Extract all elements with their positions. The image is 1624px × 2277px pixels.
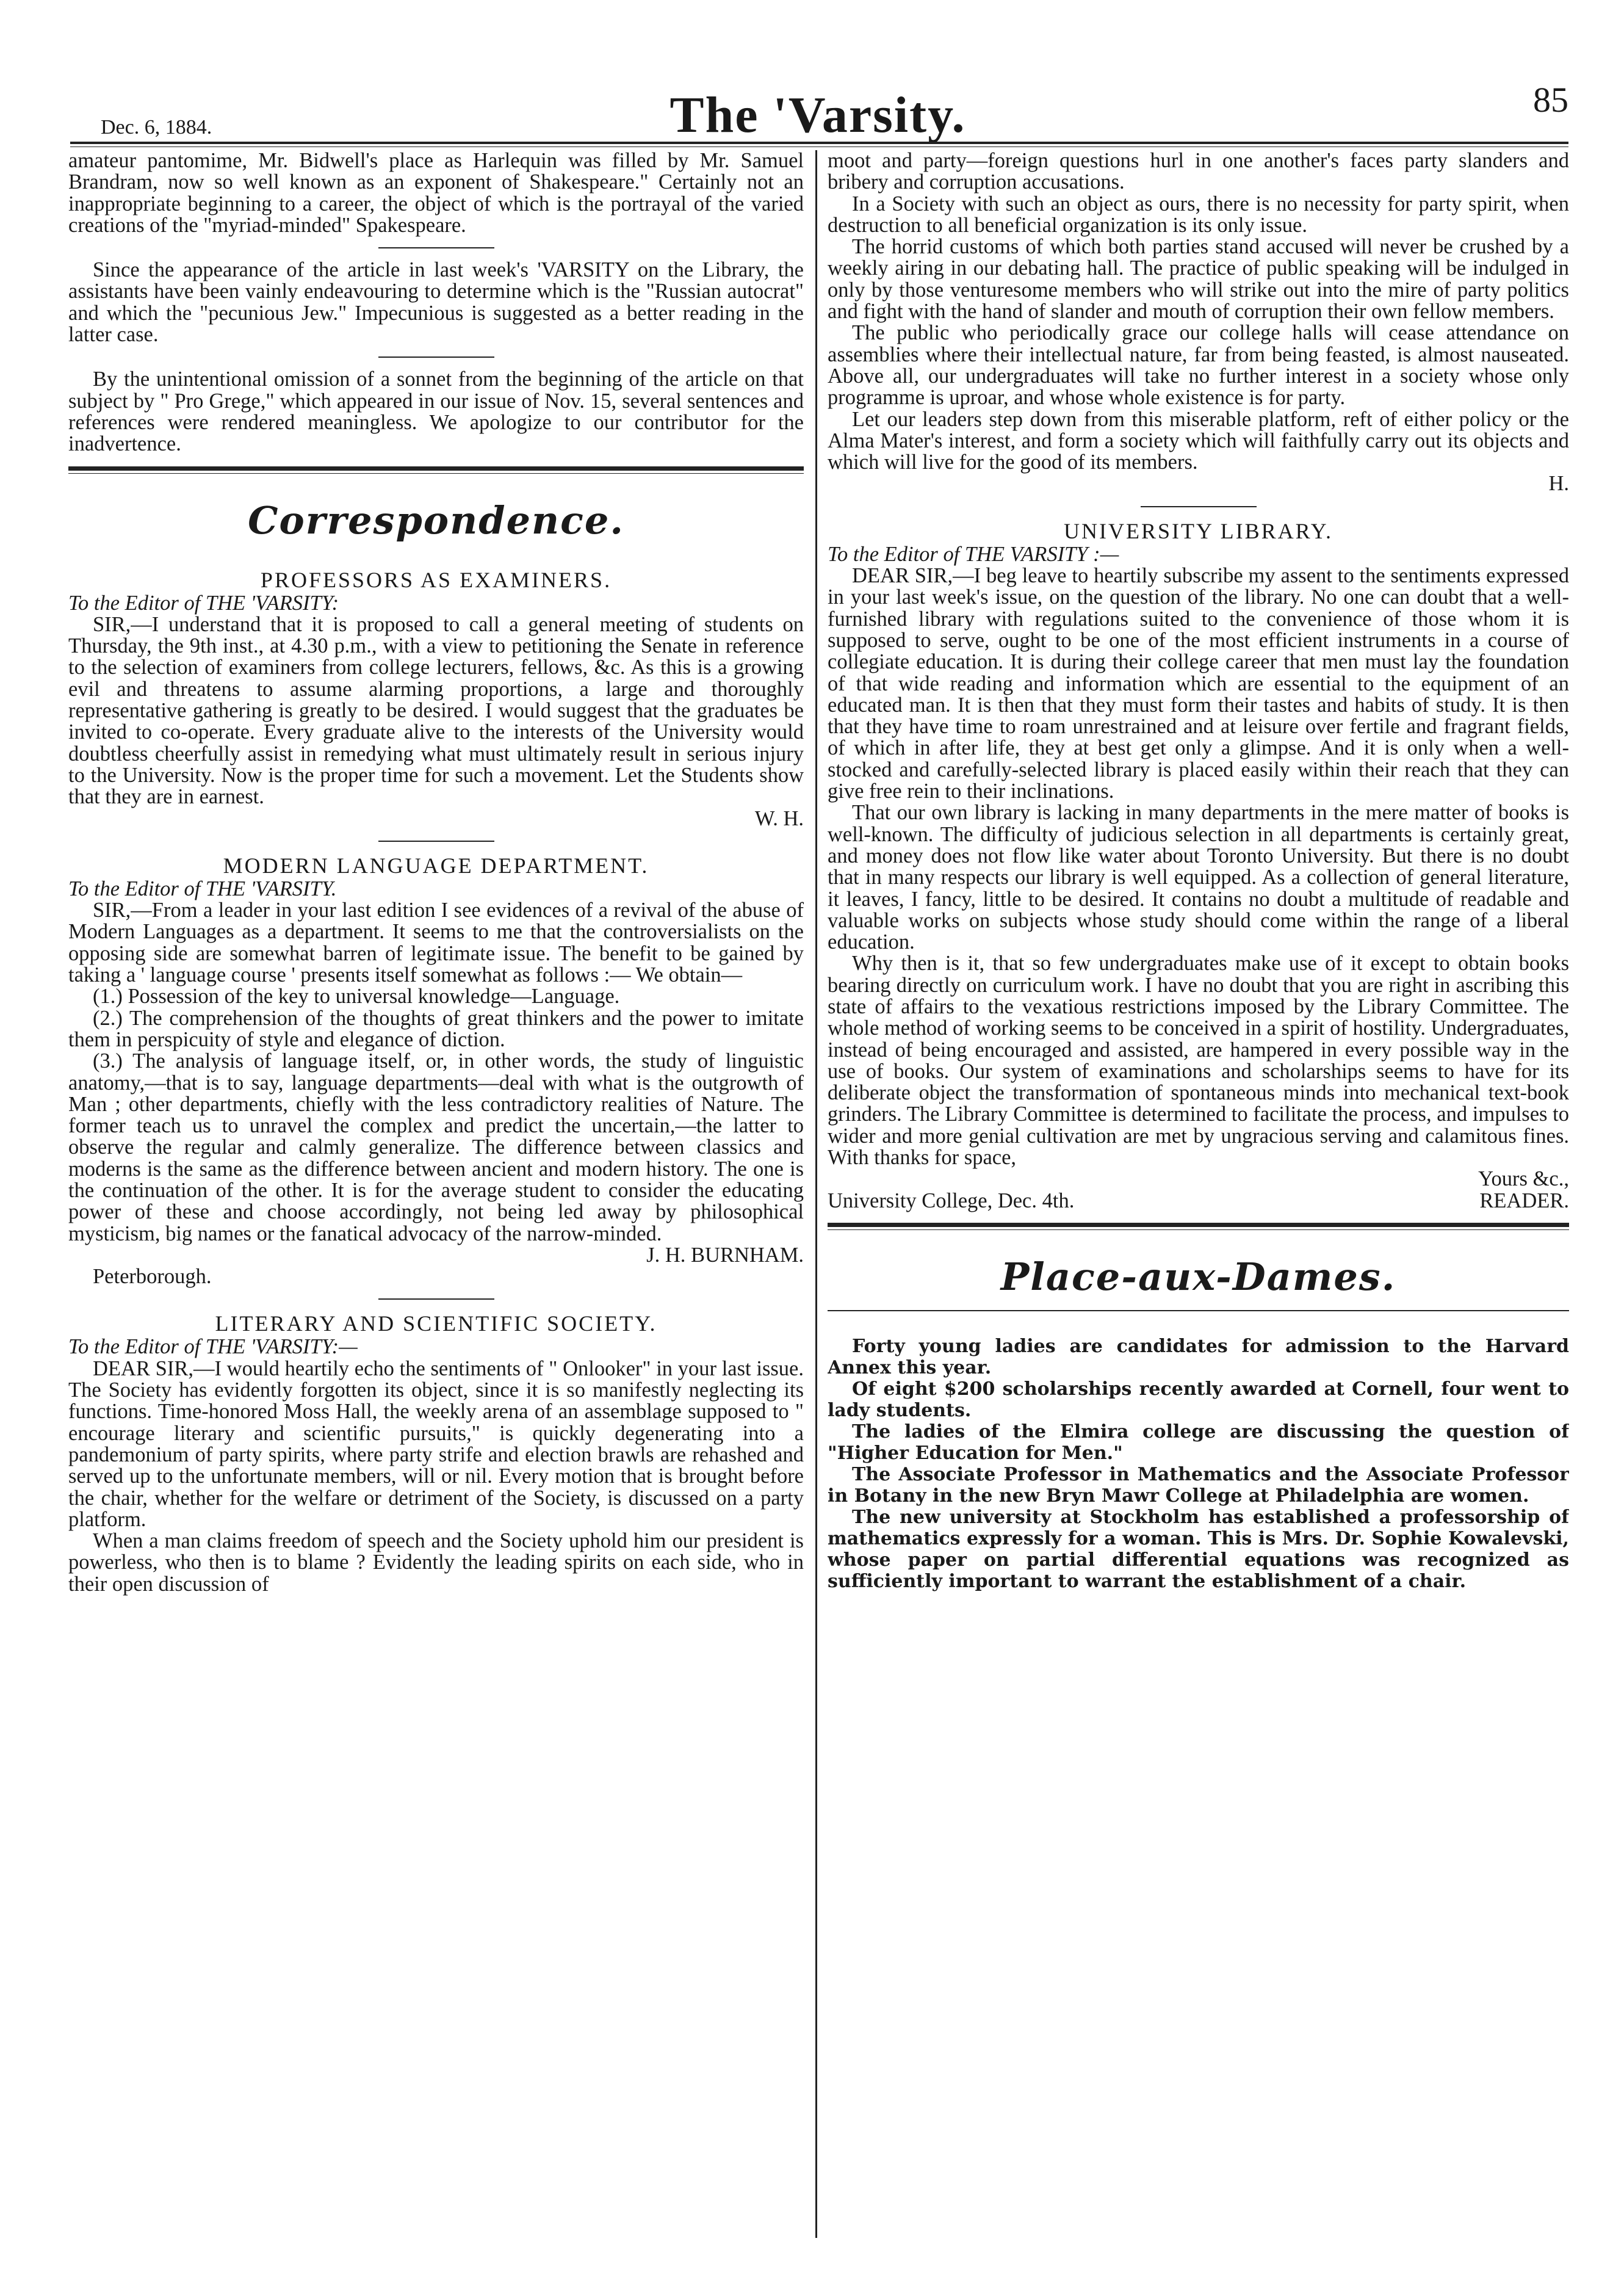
letter-signature: W. H.: [754, 806, 804, 830]
continued-signature: H.: [1548, 472, 1569, 496]
news-note: Of eight $200 scholarships recently awarded at Cornell, four went to lady students.: [828, 1378, 1569, 1421]
news-note: The ladies of the Elmira college are discussing the question of "Higher Education for Men.": [828, 1421, 1569, 1464]
letter-place: Peterborough.: [93, 1265, 212, 1289]
letter-modern-language-department: [68, 853, 804, 1288]
letter-title: LITERARY AND SCIENTIFIC SOCIETY.: [215, 1311, 657, 1336]
letter-footer: [828, 1190, 1569, 1212]
letter-place-date: University College, Dec. 4th.: [828, 1189, 1075, 1212]
letter-title: MODERN LANGUAGE DEPARTMENT.: [223, 853, 649, 878]
newspaper-title: The 'Varsity.: [669, 87, 966, 143]
place-aux-dames-heading: Place-aux-Dames.: [1000, 1254, 1396, 1299]
section-rule: [68, 466, 804, 474]
letter-literary-and-scientific-society: [68, 1311, 804, 1595]
letter-title: PROFESSORS AS EXAMINERS.: [260, 567, 612, 592]
news-note: The Associate Professor in Mathematics and the Associate Professor in Botany in the new Bryn Mawr College at Philadelphia are women.: [828, 1463, 1569, 1507]
letter-paragraph: SIR,—I understand that it is proposed to call a general meeting of students on Thursday, the 9th inst., at 4.30 p.m., with a view to petitioning the Senate in reference to the selection of examiners from college lecturers, fellows, &c. As this is a growing evil and threatens to assume alarming proportions, a large and thoroughly representative gathering is greatly to be desired. I would suggest that the graduates be invited to co-operate. Every graduate alive to the interests of the University would doubtless cheerfully assist in remedying what must ultimately result in serious injury to the University. Now is the proper time for such a movement. Let the Students show that they are in earnest.: [68, 612, 804, 809]
page-number: 85: [1533, 80, 1568, 120]
intro-paragraph: Since the appearance of the article in last week's 'VARSITY on the Library, the assistants have been vainly endeavouring to determine which is the "Russian autocrat" and which the "pecunious Jew." Impecunious is suggested as a better reading in the latter case.: [68, 258, 804, 347]
letter-paragraph: SIR,—From a leader in your last edition I see evidences of a revival of the abuse of Modern Languages as a department. It seems to me that the controversialists on the opposing side are somewhat barren of legitimate issue. The benefit to be gained by taking a ' language course ' presents itself somewhat as follows :— We obtain—: [68, 899, 804, 987]
letter-closing: Yours &c.,: [1478, 1167, 1569, 1191]
right-column: [828, 150, 1569, 2250]
masthead: [67, 67, 1568, 143]
news-note: Forty young ladies are candidates for admission to the Harvard Annex this year.: [828, 1335, 1569, 1378]
letter-university-library: [828, 518, 1569, 1212]
intro-paragraph: amateur pantomime, Mr. Bidwell's place as Harlequin was filled by Mr. Samuel Brandram, now so well known as an exponent of Shakespeare." Certainly not an inappropriate beginning to a career, the object of which is the portrayal of the varied creations of the "myriad-minded" Spakespeare.: [68, 150, 804, 237]
letter-salutation: To the Editor of THE 'VARSITY:: [68, 591, 339, 615]
letter-paragraph: When a man claims freedom of speech and the Society uphold him our president is powerless, who then is to blame ? Evidently the leading spirits on each side, who in their open discussion of: [68, 1529, 804, 1596]
issue-date: Dec. 6, 1884.: [101, 116, 212, 139]
continued-paragraph: The horrid customs of which both parties stand accused will never be crushed by a weekly airing in our debating hall. The practice of public speaking will be indulged in only by those venturesome members who will strike out into the mire of party politics and fight with the hand of slander and mouth of corruption their own fellow members.: [828, 235, 1569, 324]
section-rule: [828, 1223, 1569, 1230]
letter-title: UNIVERSITY LIBRARY.: [1063, 518, 1333, 543]
letter-salutation: To the Editor of THE VARSITY :—: [828, 542, 1119, 566]
masthead-rule: [70, 142, 1568, 144]
letter-salutation: To the Editor of THE 'VARSITY:—: [68, 1335, 358, 1359]
letter-paragraph: (3.) The analysis of language itself, or, in other words, the study of linguistic anatomy,—that is to say, language departments—deal with what is the outgrowth of Man ; other departments, chiefly with the less contradictory realities of Nature. The former teach us to unravel the complex and predict the uncertain,—the latter to observe the regular and calmly generalize. The difference between classics and moderns is the same as the difference between ancient and modern history. The one is the continuation of the other. It is for the average student to consider the educating power of these and choose accordingly, not being led away by philosophical mysticism, big names or the fanatical advocacy of the narrow-minded.: [68, 1049, 804, 1245]
letter-signature: READER.: [1479, 1189, 1569, 1212]
place-aux-dames-notes: [828, 1336, 1569, 1592]
letter-paragraph: (1.) Possession of the key to universal knowledge—Language.: [93, 985, 620, 1008]
correspondence-heading: Correspondence.: [248, 498, 624, 543]
column-divider: [815, 150, 817, 2238]
letter-paragraph: DEAR SIR,—I beg leave to heartily subscribe my assent to the sentiments expressed in your last week's issue, on the question of the library. No one can doubt that a well-furnished library with regulations suited to the convenience of those whom it is supposed to serve, ought to be one of the most efficient instruments in a course of collegiate education. It is during their college career that men must lay the foundation of that wide reading and information which are essential to the equipment of an educated man. It is then that they must form their tastes and habits of study. It is then that they have time to roam unrestrained and at leisure over fertile and fragrant fields, of which in after life, they at best get only a glimpse. And it is only when a well-stocked and carefully-selected library is placed easily within their reach that they can give free rein to their inclinations.: [828, 564, 1569, 803]
letter-professors-as-examiners: [68, 567, 804, 830]
continued-paragraph: Let our leaders step down from this miserable platform, reft of either policy or the Alma Mater's interest, and form a society which will faithfully carry out its objects and which will live for the good of its members.: [828, 407, 1569, 474]
letter-salutation: To the Editor of THE 'VARSITY.: [68, 877, 337, 900]
continued-paragraph: moot and party—foreign questions hurl in one another's faces party slanders and bribery and corruption accusations.: [828, 150, 1569, 194]
letter-paragraph: Why then is it, that so few undergraduates make use of it except to obtain books bearing directly on curriculum work. I have no doubt that you are right in ascribing this state of affairs to the vexatious restrictions imposed by the Library Committee. The whole method of working seems to be conceived in a spirit of hostility. Undergraduates, instead of being encouraged and assisted, are hampered in every possible way in the use of books. Our system of examinations and scholarships seems to have for its deliberate object the transformation of spontaneous minds into mechanical text-book grinders. The Library Committee is determined to facilitate the process, and impulses to wider and more genial cultivation are met by ungracious serving and calamitous fines. With thanks for space,: [828, 952, 1569, 1170]
left-column: [68, 150, 804, 2250]
continued-paragraph: The public who periodically grace our college halls will cease attendance on assemblies where their intellectual nature, far from being feasted, is almost nauseated. Above all, our undergraduates will take no further interest in a society whose only programme is uproar, and whose whole existence is for party.: [828, 321, 1569, 410]
letter-paragraph: That our own library is lacking in many departments in the mere matter of books is well-known. The difficulty of judicious selection in all departments is certainly great, and money does not flow like water about Toronto University. But there is no doubt that in many respects our library is well equipped. As a collection of general literature, it leaves, I fancy, little to be desired. It contains no doubt a multitude of readable and valuable works on subjects whose study should come within the range of a liberal education.: [828, 801, 1569, 954]
letter-signature: J. H. BURNHAM.: [646, 1243, 804, 1267]
continued-paragraph: In a Society with such an object as ours, there is no necessity for party spirit, when destruction to all beneficial organization is its only issue.: [828, 192, 1569, 237]
letter-paragraph: DEAR SIR,—I would heartily echo the sentiments of " Onlooker" in your last issue. The Society has evidently forgotten its object, since it is so manifestly neglecting its functions. Time-honored Moss Hall, the weekly arena of an assemblage supposed to " encourage literary and scientific pursuits," is quickly degenerating into a pandemonium of party spirits, where party strife and election brawls are rehashed and served up to the unfortunate members, will or nil. Every motion that is brought before the chair, whether for the welfare or detriment of the Society, is discussed on a party platform.: [68, 1356, 804, 1531]
news-note: The new university at Stockholm has established a professorship of mathematics expressly for a woman. This is Mrs. Dr. Sophie Kowalevski, whose paper on partial differential equations was recognized as sufficiently important to warrant the establishment of a chair.: [828, 1506, 1569, 1592]
letter-paragraph: (2.) The comprehension of the thoughts of great thinkers and the power to imitate them in perspicuity of style and elegance of diction.: [68, 1006, 804, 1051]
intro-paragraph: By the unintentional omission of a sonnet from the beginning of the article on that subject by " Pro Grege," which appeared in our issue of Nov. 15, several sentences and references were rendered meaningless. We apologize to our contributor for the inadvertence.: [68, 367, 804, 456]
